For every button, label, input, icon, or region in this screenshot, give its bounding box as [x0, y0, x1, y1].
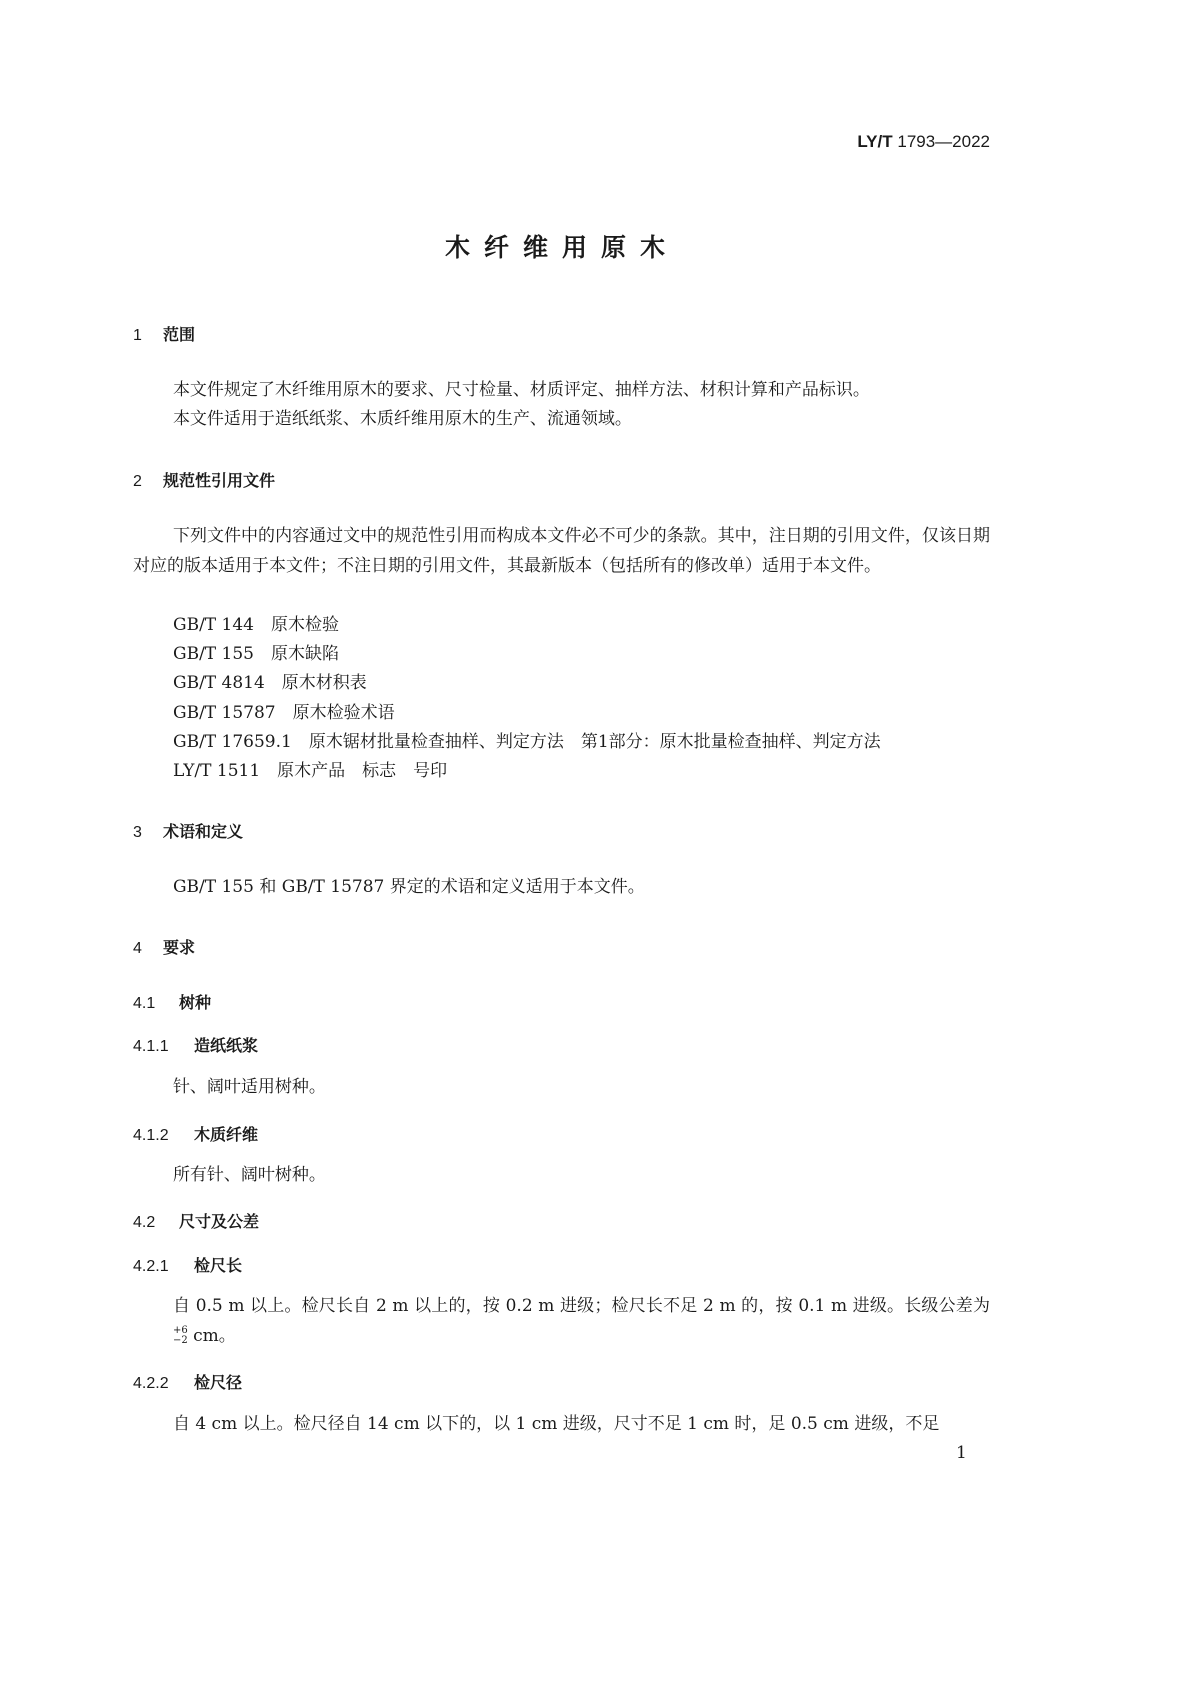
section-heading-4-2: 4.2 尺寸及公差	[133, 1212, 260, 1231]
document-title: 木纤维用原木	[444, 233, 679, 262]
paragraph: GB/T 155 和 GB/T 15787 界定的术语和定义适用于本文件。	[172, 877, 645, 897]
paragraph: 自 0.5 m 以上。检尺长自 2 m 以上的，按 0.2 m 进级；检尺长不足 2 m 的，按 0.1 m 进级。长级公差为 +6 −2 cm。	[133, 1292, 990, 1351]
reference-item: GB/T 17659.1 原木锯材批量检查抽样、判定方法 第1部分：原木批量检查抽样、判定方法	[173, 732, 881, 752]
reference-item: GB/T 155 原木缺陷	[173, 644, 339, 664]
section-heading-4-1-2: 4.1.2 木质纤维	[133, 1125, 259, 1144]
reference-item: LY/T 1511 原木产品 标志 号印	[173, 761, 448, 781]
paragraph: 自 4 cm 以上。检尺径自 14 cm 以下的，以 1 cm 进级，尺寸不足 1 cm 时，足 0.5 cm 进级，不足	[172, 1414, 940, 1434]
section-heading-3: 3 术语和定义	[133, 822, 244, 841]
section-heading-4-1: 4.1 树种	[133, 993, 212, 1012]
section-heading-2: 2 规范性引用文件	[133, 471, 276, 490]
page-number: 1	[956, 1443, 967, 1463]
paragraph: 下列文件中的内容通过文中的规范性引用而构成本文件必不可少的条款。其中，注日期的引用文件，仅该日期对应的版本适用于本文件；不注日期的引用文件，其最新版本（包括所有的修改单）适用于本文件。	[133, 526, 990, 576]
paragraph: 本文件适用于造纸纸浆、木质纤维用原木的生产、流通领域。	[172, 409, 632, 429]
section-heading-4: 4 要求	[133, 938, 196, 957]
reference-item: GB/T 4814 原木材积表	[173, 673, 367, 693]
reference-item: GB/T 144 原木检验	[173, 615, 339, 635]
paragraph: 本文件规定了木纤维用原木的要求、尺寸检量、材质评定、抽样方法、材积计算和产品标识。	[172, 380, 870, 400]
section-heading-4-1-1: 4.1.1 造纸纸浆	[133, 1036, 259, 1055]
paragraph: 针、阔叶适用树种。	[172, 1077, 326, 1097]
section-heading-1: 1 范围	[133, 325, 196, 344]
document-code: LY/T 1793—2022	[857, 132, 990, 151]
reference-item: GB/T 15787 原木检验术语	[173, 703, 395, 723]
section-heading-4-2-1: 4.2.1 检尺长	[133, 1256, 243, 1275]
paragraph: 所有针、阔叶树种。	[172, 1165, 326, 1185]
tolerance: +6 −2	[172, 1325, 188, 1346]
section-heading-4-2-2: 4.2.2 检尺径	[133, 1373, 243, 1392]
